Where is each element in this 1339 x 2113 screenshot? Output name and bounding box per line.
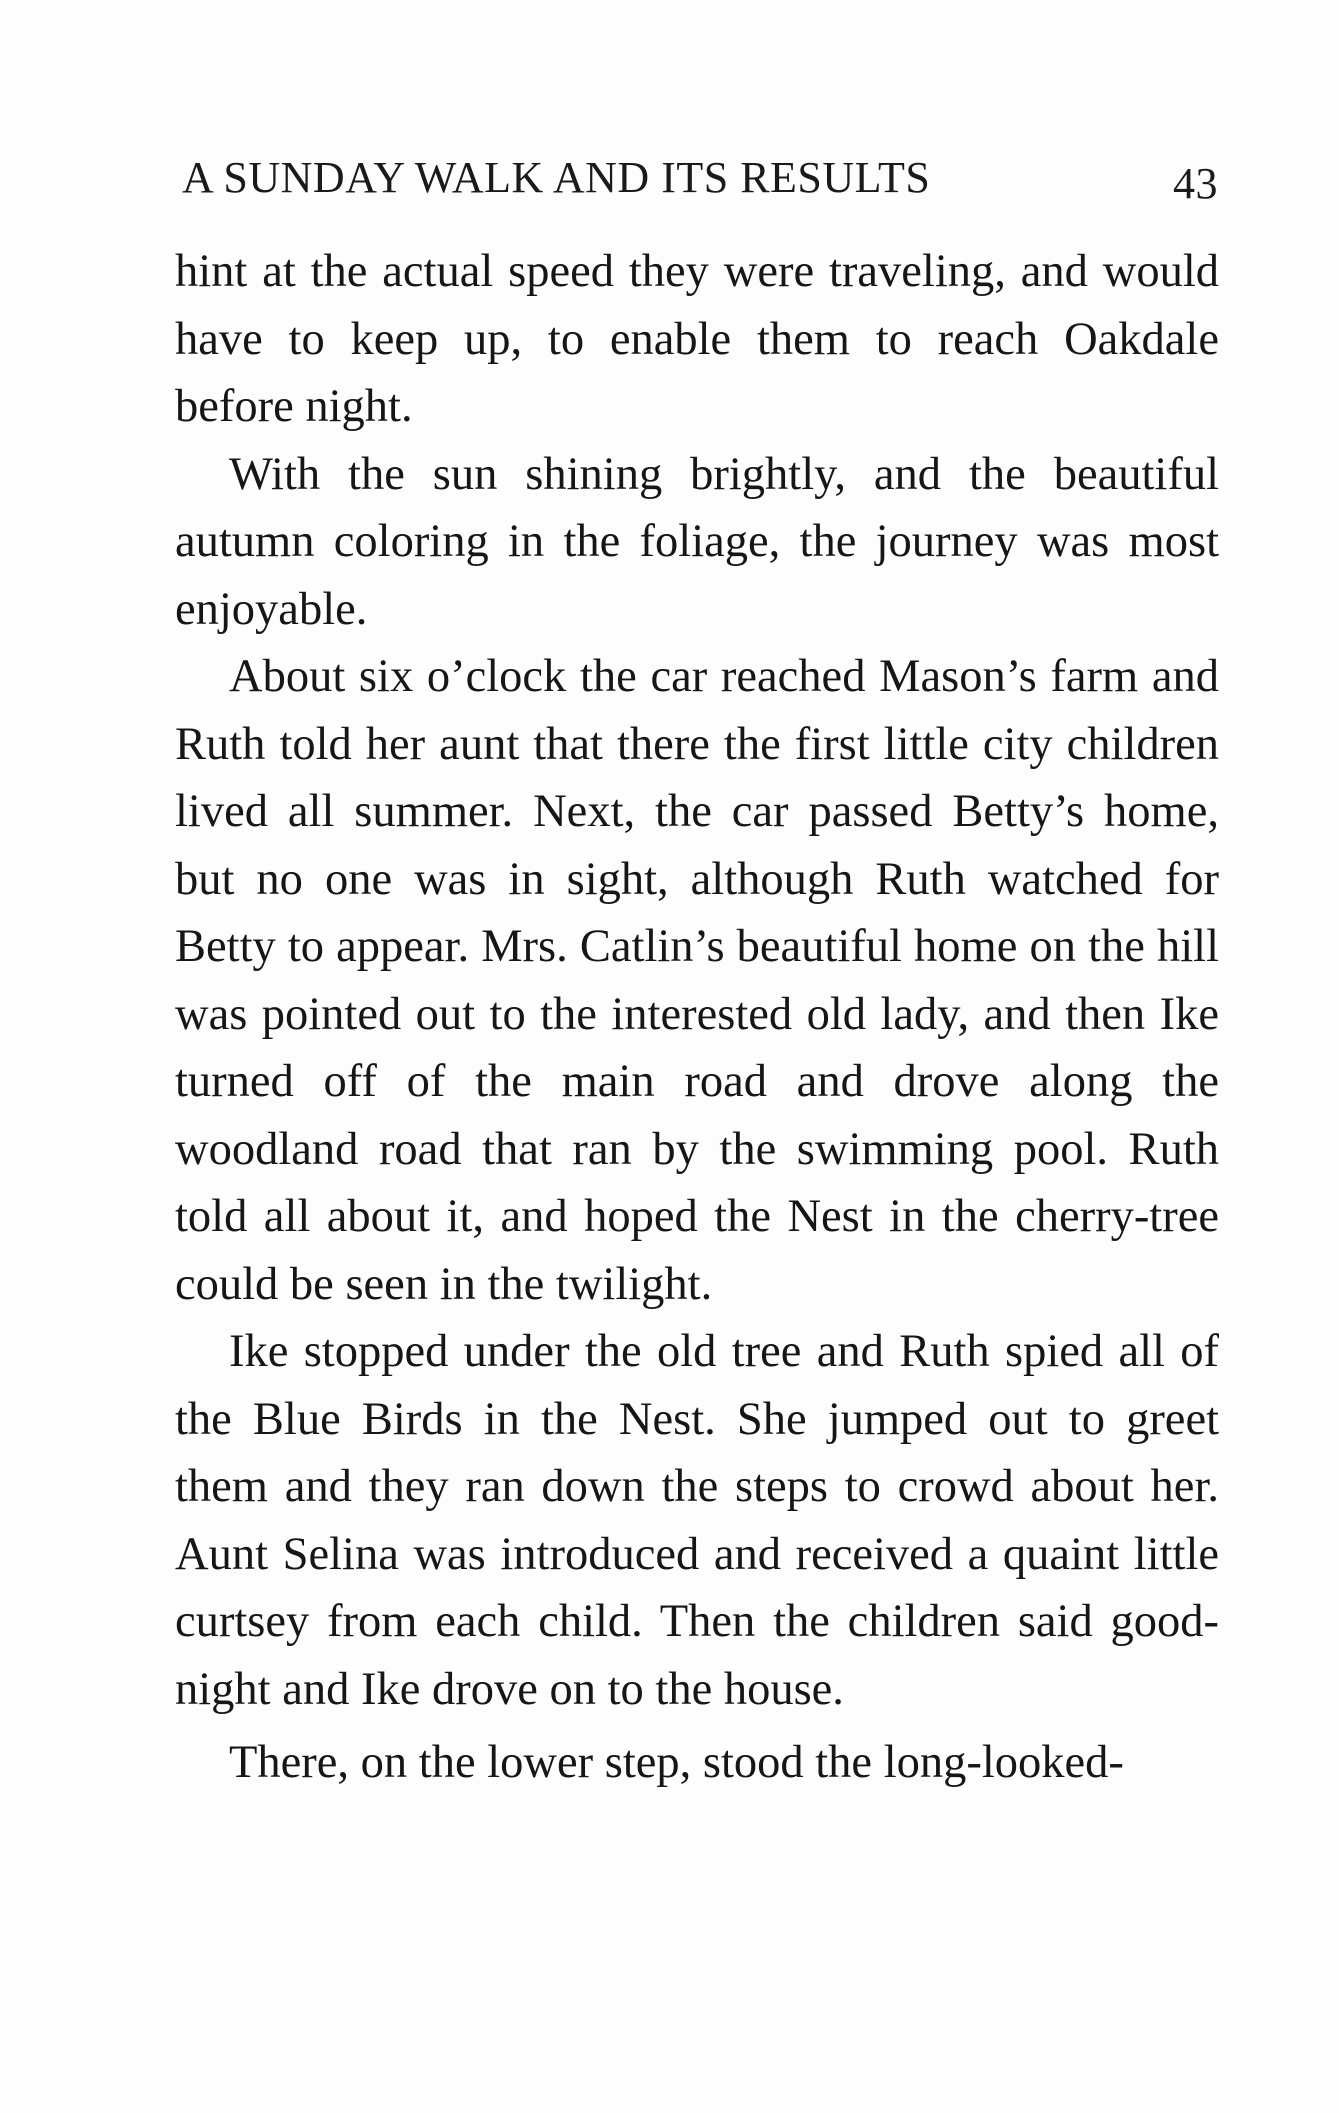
- paragraph-continued: hint at the actual speed they were traveling, and would have to keep up, to enable them to reach Oakdale before night.: [175, 246, 1219, 432]
- running-header: [182, 152, 1218, 210]
- page-number: 43: [1173, 159, 1218, 208]
- paragraph: Ike stopped under the old tree and Ruth spied all of the Blue Birds in the Nest. She jumped out to greet them and they ran down the steps to crowd about her. Aunt Selina was introduced and received a quaint little curtsey from each child. Then the children said good-night and Ike drove on to the house.: [175, 1326, 1219, 1715]
- paragraph: With the sun shining brightly, and the beautiful autumn coloring in the foliage, the journey was most enjoyable.: [175, 448, 1219, 635]
- paragraph-final-line: There, on the lower step, stood the long-looked-: [229, 1737, 1124, 1788]
- body-text: [175, 238, 1219, 1797]
- running-title: A SUNDAY WALK AND ITS RESULTS: [182, 153, 931, 202]
- paragraph: About six o’clock the car reached Mason’s farm and Ruth told her aunt that there the first little city children lived all summer. Next, the car passed Betty’s home, but no one was in sight, although Ruth watched for Betty to appear. Mrs. Catlin’s beautiful home on the hill was pointed out to the interested old lady, and then Ike turned off of the main road and drove along the woodland road that ran by the swimming pool. Ruth told all about it, and hoped the Nest in the cherry-tree could be seen in the twilight.: [175, 651, 1219, 1310]
